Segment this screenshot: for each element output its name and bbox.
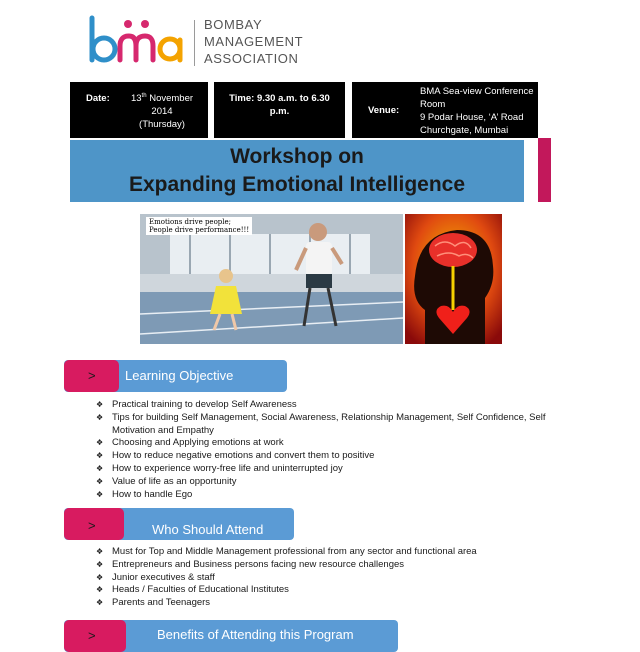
- section-marker: [64, 360, 119, 392]
- list-item: ❖ How to reduce negative emotions and convert them to positive: [94, 450, 564, 463]
- date-label: Date:: [86, 93, 110, 104]
- section-marker: [64, 508, 124, 540]
- date-weekday: (Thursday): [139, 119, 185, 131]
- bma-logo-mark: [88, 14, 188, 72]
- list-item: ❖ Must for Top and Middle Management professional from any sector and functional area: [94, 546, 564, 559]
- pink-accent-tab: [538, 138, 551, 202]
- title-line-1: Workshop on: [230, 145, 364, 168]
- date-box: [70, 82, 208, 138]
- brain-heart-illustration: [405, 214, 502, 344]
- org-name-line: ASSOCIATION: [204, 51, 299, 66]
- section-marker: [64, 620, 126, 652]
- list-item: ❖ Heads / Faculties of Educational Institutes: [94, 584, 564, 597]
- date-rest: November 2014: [149, 93, 194, 118]
- org-name-line: BOMBAY: [204, 17, 263, 32]
- list-item: ❖ Tips for building Self Management, Social Awareness, Relationship Management, Self Confidence, Self Motivation and Empathy: [94, 412, 564, 438]
- time-box: [214, 82, 345, 138]
- section-heading: Who Should Attend: [152, 522, 264, 537]
- section-who-should-attend: [64, 508, 294, 540]
- date-suffix: th: [141, 93, 147, 99]
- learning-objective-list: [94, 399, 564, 501]
- time-text: Time: 9.30 a.m. to 6.30 p.m.: [229, 93, 330, 117]
- photo-caption-line: People drive performance!!!: [149, 226, 250, 234]
- section-benefits: [64, 620, 398, 652]
- section-heading: Learning Objective: [125, 368, 234, 383]
- chevron-right-icon: >: [88, 368, 96, 383]
- photo-caption: [146, 217, 252, 235]
- venue-label: Venue:: [368, 105, 400, 116]
- section-learning-objective: [64, 360, 287, 392]
- list-item: ❖ Parents and Teenagers: [94, 597, 564, 610]
- photo-caption-line: Emotions drive people;: [149, 218, 232, 226]
- chevron-right-icon: >: [88, 518, 96, 533]
- venue-line: 9 Podar House, ‘A’ Road: [420, 112, 524, 123]
- list-item: ❖ How to handle Ego: [94, 489, 564, 502]
- venue-box: [352, 82, 538, 138]
- list-item: ❖ Practical training to develop Self Awareness: [94, 399, 564, 412]
- venue-line: BMA Sea-view Conference Room: [420, 86, 534, 110]
- who-should-attend-list: [94, 546, 564, 610]
- list-item: ❖ Value of life as an opportunity: [94, 476, 564, 489]
- runner-child-photo: [140, 214, 403, 344]
- org-name-line: MANAGEMENT: [204, 34, 304, 49]
- list-item: ❖ How to experience worry-free life and uninterrupted joy: [94, 463, 564, 476]
- bma-logo: [88, 14, 318, 72]
- org-name: [204, 16, 303, 67]
- brain-heart-image: [405, 214, 502, 344]
- section-heading: Benefits of Attending this Program: [157, 627, 354, 642]
- chevron-right-icon: >: [88, 628, 96, 643]
- list-item: ❖ Choosing and Applying emotions at work: [94, 437, 564, 450]
- title-line-2: Expanding Emotional Intelligence: [128, 173, 466, 196]
- venue-line: Churchgate, Mumbai: [420, 125, 509, 136]
- list-item: ❖ Entrepreneurs and Business persons facing new resource challenges: [94, 559, 564, 572]
- logo-divider: [194, 20, 195, 66]
- date-value: [100, 90, 200, 131]
- date-day: 13: [130, 93, 142, 105]
- workshop-title: [70, 140, 524, 202]
- list-item: ❖ Junior executives & staff: [94, 572, 564, 585]
